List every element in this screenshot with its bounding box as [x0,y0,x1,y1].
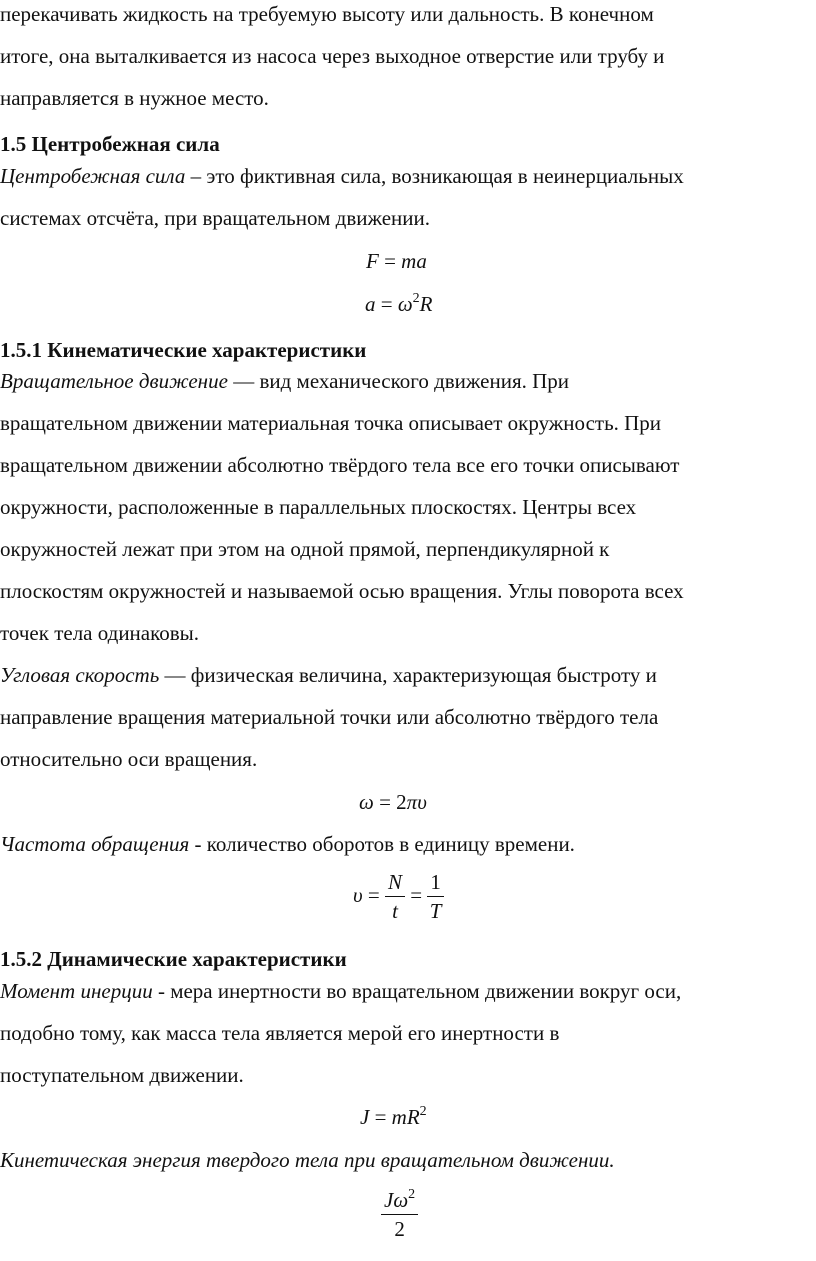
formula-symbol: a [365,292,376,316]
text-line: системах отсчёта, при вращательном движении. [0,206,430,230]
formula-exponent: 2 [408,1187,416,1202]
text-line: поступательном движении. [0,1063,244,1087]
definition-text: - мера инертности во вращательном движении вокруг оси, [152,979,682,1003]
formula-a-omega2r [365,291,433,316]
formula-symbol: Jω [384,1188,409,1212]
fraction-j-omega2-over-2 [381,1187,418,1241]
section-heading-1-5-2: 1.5.2 Динамические характеристики [0,947,347,971]
text-line: плоскостям окружностей и называемой осью вращения. Углы поворота всех [0,579,684,603]
section-heading-1-5-1: 1.5.1 Кинематические характеристики [0,338,367,362]
text-line: направляется в нужное место. [0,86,269,110]
formula-symbol: J [360,1105,370,1129]
definition-line [0,834,575,855]
formula-coefficient: 2 [396,790,407,814]
section-heading-1-5: 1.5 Центробежная сила [0,132,220,156]
formula-operator: = [373,790,397,814]
definition-line [0,665,657,686]
formula-symbol: ω [397,292,413,316]
fraction-1-over-t [427,872,444,922]
formula-f-ma [366,251,427,272]
fraction-numerator: 1 [427,872,444,897]
formula-symbol: πυ [406,790,427,814]
text-line: вращательном движении абсолютно твёрдого тела все его точки описывают [0,453,680,477]
formula-operator: = [378,249,402,273]
text-line: относительно оси вращения. [0,747,258,771]
formula-j-omega2-over-2 [381,1187,418,1241]
formula-operator: = [405,882,428,907]
formula-nu-n-over-t [353,872,444,922]
definition-text: - количество оборотов в единицу времени. [189,832,575,856]
formula-symbol: ω [359,790,374,814]
text-line: окружности, расположенные в параллельных плоскостях. Центры всех [0,495,637,519]
term-centrifugal-force: Центробежная сила [0,164,186,188]
fraction-numerator: N [385,872,405,897]
text-line: точек тела одинаковы. [0,621,200,645]
formula-operator: = [375,292,398,316]
term-moment-of-inertia: Момент инерции [0,979,153,1003]
term-angular-velocity: Угловая скорость [0,663,160,687]
fraction-denominator: t [392,899,398,923]
fraction-denominator: 2 [394,1217,405,1241]
formula-exponent: 2 [419,1104,427,1119]
definition-text: — вид механического движения. При [227,369,570,393]
text-line: перекачивать жидкость на требуемую высоту или дальность. В конечном [0,2,654,26]
formula-symbol: υ [353,882,363,907]
text-line: окружностей лежат при этом на одной прямой, перпендикулярной к [0,537,610,561]
formula-j-mr2 [360,1104,427,1129]
definition-line [0,371,569,392]
term-rotational-motion: Вращательное движение [0,369,228,393]
text-line: вращательном движении материальная точка описывает окружность. При [0,411,662,435]
formula-exponent: 2 [412,291,420,306]
formula-symbol: mR [391,1105,420,1129]
formula-operator: = [362,882,385,907]
formula-symbol: R [419,292,433,316]
formula-omega-2pi-nu [359,792,427,813]
text-line: подобно тому, как масса тела является мерой его инертности в [0,1021,560,1045]
fraction-denominator: T [429,899,442,923]
fraction-numerator [381,1187,418,1215]
subheading-kinetic-energy: Кинетическая энергия твердого тела при вращательном движении. [0,1148,615,1172]
definition-text: — физическая величина, характеризующая быстроту и [159,663,657,687]
fraction-n-over-t [385,872,405,922]
text-line: направление вращения материальной точки или абсолютно твёрдого тела [0,705,659,729]
term-frequency: Частота обращения [0,832,190,856]
text-line: итоге, она выталкивается из насоса через выходное отверстие или трубу и [0,44,665,68]
formula-symbol: ma [401,249,427,273]
definition-line [0,981,681,1002]
formula-operator: = [369,1105,392,1129]
formula-symbol: F [366,249,379,273]
definition-line [0,166,684,187]
definition-text: – это фиктивная сила, возникающая в неинерциальных [185,164,684,188]
